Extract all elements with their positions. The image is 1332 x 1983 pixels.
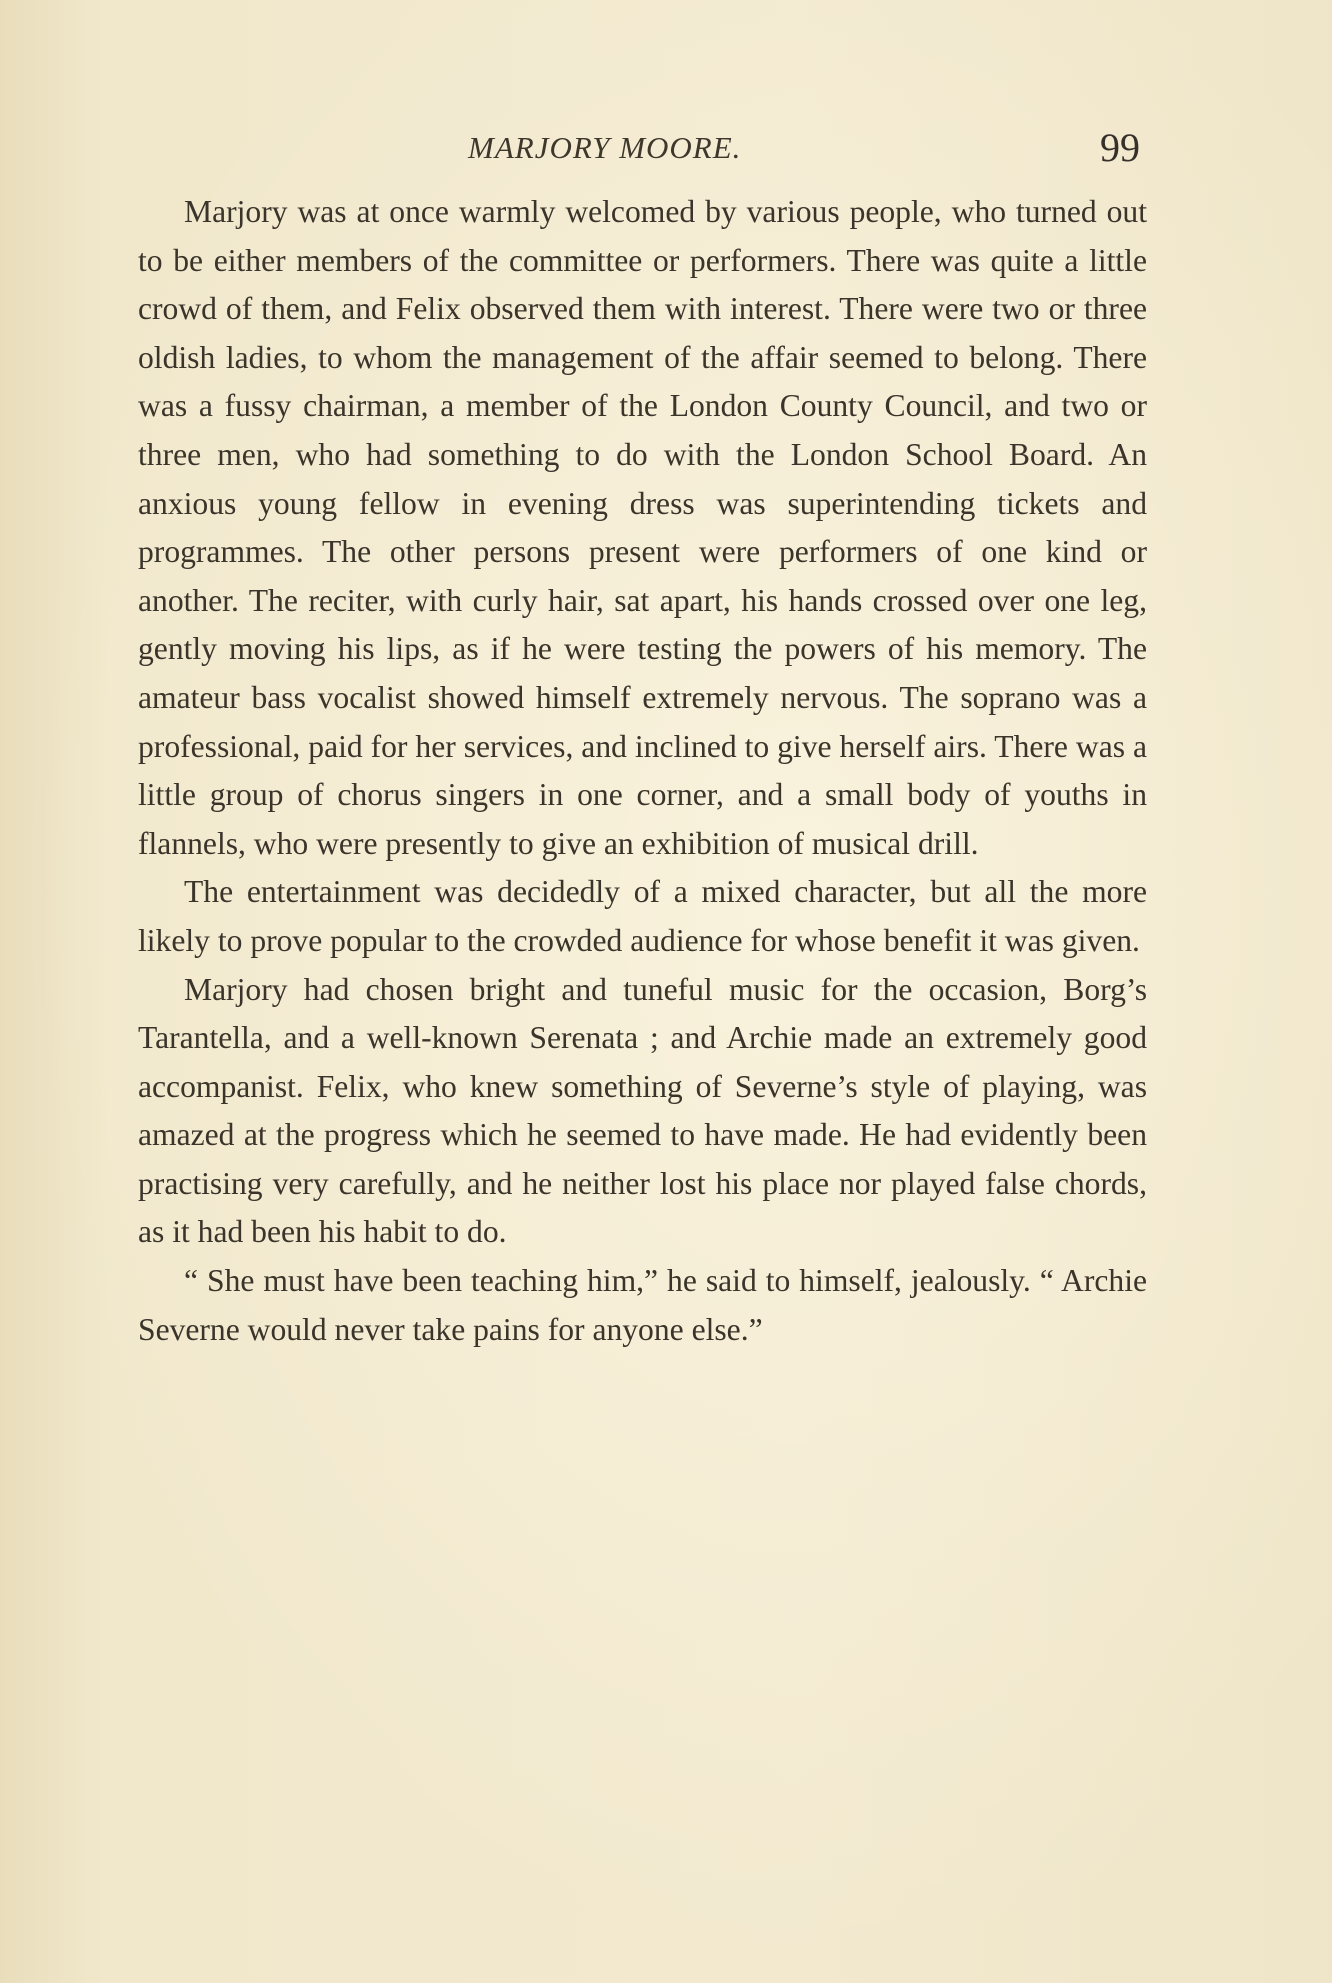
paragraph: Marjory was at once warmly welcomed by various people, who turned out to be either members of the committee or performers. There was quite a little crowd of them, and Felix observed them with interest. There were two or three oldish ladies, to whom the management of the affair seemed to belong. There was a fussy chairman, a member of the London County Council, and two or three men, who had something to do with the London School Board. An anxious young fellow in evening dress was superintending tickets and programmes. The other persons present were performers of one kind or another. The reciter, with curly hair, sat apart, his hands crossed over one leg, gently moving his lips, as if he were testing the powers of his memory. The amateur bass vocalist showed himself extremely nervous. The soprano was a professional, paid for her services, and inclined to give herself airs. There was a little group of chorus singers in one corner, and a small body of youths in flannels, who were presently to give an exhibition of musical drill. xyxy=(138,194,1147,861)
paragraph: Marjory had chosen bright and tuneful music for the occasion, Borg’s Tarantella, and a well-known Serenata ; and Archie made an extremely good accompanist. Felix, who knew something of Severne’s style of playing, was amazed at the progress which he seemed to have made. He had evidently been practising very carefully, and he neither lost his place nor played false chords, as it had been his habit to do. xyxy=(138,971,1147,1250)
body-text xyxy=(138,188,1147,1354)
paragraph: “ She must have been teaching him,” he said to himself, jealously. “ Archie Severne would never take pains for anyone else.” xyxy=(138,1263,1147,1347)
page-number: 99 xyxy=(1100,125,1140,170)
paragraph: The entertainment was decidedly of a mixed character, but all the more likely to prove popular to the crowded audience for whose benefit it was given. xyxy=(138,874,1147,958)
running-head xyxy=(0,120,1332,170)
running-title: MARJORY MOORE. xyxy=(468,130,742,165)
